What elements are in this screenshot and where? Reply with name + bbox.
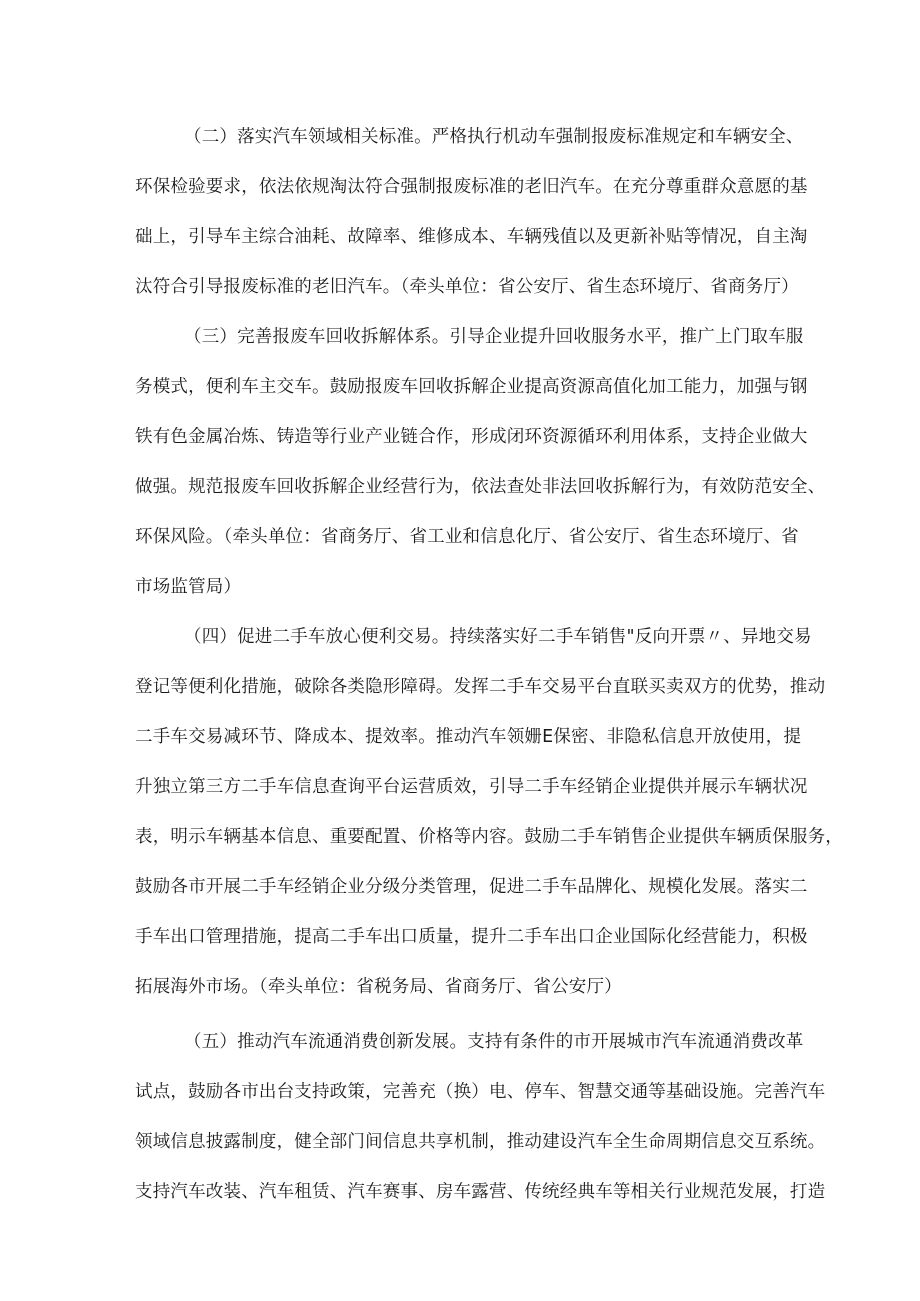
text-line: 升独立第三方二手车信息查询平台运营质效，引导二手车经销企业提供并展示车辆状况 bbox=[135, 777, 808, 797]
text-line: 汰符合引导报废标准的老旧汽车。（牵头单位：省公安厅、省生态环境厅、省商务厅） bbox=[135, 277, 799, 297]
paragraph-3 bbox=[135, 312, 826, 612]
text-line: 手车出口管理措施，提高二手车出口质量，提升二手车出口企业国际化经营能力，积极 bbox=[135, 927, 808, 947]
text-line: （三）完善报废车回收拆解体系。引导企业提升回收服务水平，推广上门取车服 bbox=[184, 327, 804, 347]
text-line: 务模式，便利车主交车。鼓励报废车回收拆解企业提高资源高值化加工能力，加强与钢 bbox=[135, 377, 808, 397]
text-line: 环保检验要求，依法依规淘汰符合强制报废标准的老旧汽车。在充分尊重群众意愿的基 bbox=[135, 177, 808, 197]
text-line: 表，明示车辆基本信息、重要配置、价格等内容。鼓励二手车销售企业提供车辆质保服务， bbox=[135, 827, 843, 847]
text-line: 支持汽车改装、汽车租赁、汽车赛事、房车露营、传统经典车等相关行业规范发展，打造 bbox=[135, 1182, 826, 1202]
text-line: 做强。规范报废车回收拆解企业经营行为，依法查处非法回收拆解行为，有效防范安全、 bbox=[135, 477, 826, 497]
text-line: 市场监管局） bbox=[135, 577, 242, 597]
text-line: 环保风险。（牵头单位：省商务厅、省工业和信息化厅、省公安厅、省生态环境厅、省 bbox=[135, 527, 799, 547]
text-line: 领域信息披露制度，健全部门间信息共享机制，推动建设汽车全生命周期信息交互系统。 bbox=[135, 1132, 826, 1152]
text-line: （四）促进二手车放心便利交易。持续落实好二手车销售"反向开票〃、异地交易 bbox=[184, 627, 812, 647]
paragraph-2 bbox=[135, 112, 808, 312]
text-line: 鼓励各市开展二手车经销企业分级分类管理，促进二手车品牌化、规模化发展。落实二 bbox=[135, 877, 808, 897]
text-line: 拓展海外市场。（牵头单位：省税务局、省商务厅、省公安厅） bbox=[135, 977, 622, 997]
paragraph-5 bbox=[135, 1017, 826, 1217]
text-line: 登记等便利化措施，破除各类隐形障碍。发挥二手车交易平台直联买卖双方的优势，推动 bbox=[135, 677, 826, 697]
document-body bbox=[135, 112, 843, 1217]
text-line: 二手车交易减环节、降成本、提效率。推动汽车领姗E保密、非隐私信息开放使用，提 bbox=[135, 727, 802, 747]
text-line: 础上，引导车主综合油耗、故障率、维修成本、车辆残值以及更新补贴等情况，自主淘 bbox=[135, 227, 808, 247]
text-line: 铁有色金属冶炼、铸造等行业产业链合作，形成闭环资源循环利用体系，支持企业做大 bbox=[135, 427, 808, 447]
text-line: （二）落实汽车领域相关标准。严格执行机动车强制报废标准规定和车辆安全、 bbox=[184, 127, 804, 147]
text-line: （五）推动汽车流通消费创新发展。支持有条件的市开展城市汽车流通消费改革 bbox=[184, 1032, 804, 1052]
text-line: 试点，鼓励各市出台支持政策，完善充（换）电、停车、智慧交通等基础设施。完善汽车 bbox=[135, 1082, 826, 1102]
paragraph-4 bbox=[135, 612, 843, 1012]
